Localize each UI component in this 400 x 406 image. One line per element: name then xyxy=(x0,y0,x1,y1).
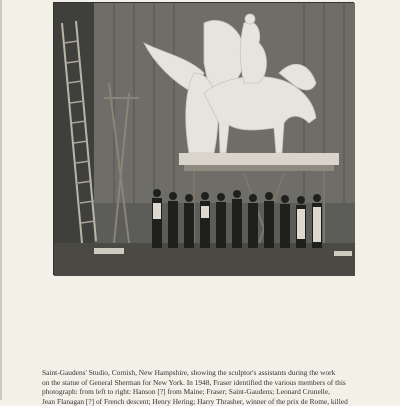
studio-photo-illustration xyxy=(54,3,355,276)
caption-line: Jean Flanagan [?] of French descent; Henry Hering; Harry Thrasher, winner of the prix de Rome, killed xyxy=(42,397,354,406)
caption-line: photograph: from left to right: Hanson [?] from Maine; Fraser; Saint-Gaudens; Leonard Crunelle, xyxy=(42,387,354,397)
photo-caption xyxy=(42,368,354,406)
caption-line: Saint-Gaudens' Studio, Cornish, New Hampshire, showing the sculptor's assistants during the work xyxy=(42,368,354,378)
historical-photograph xyxy=(53,2,354,275)
caption-line: on the statue of General Sherman for New York. In 1948, Fraser identified the various members of this xyxy=(42,378,354,388)
